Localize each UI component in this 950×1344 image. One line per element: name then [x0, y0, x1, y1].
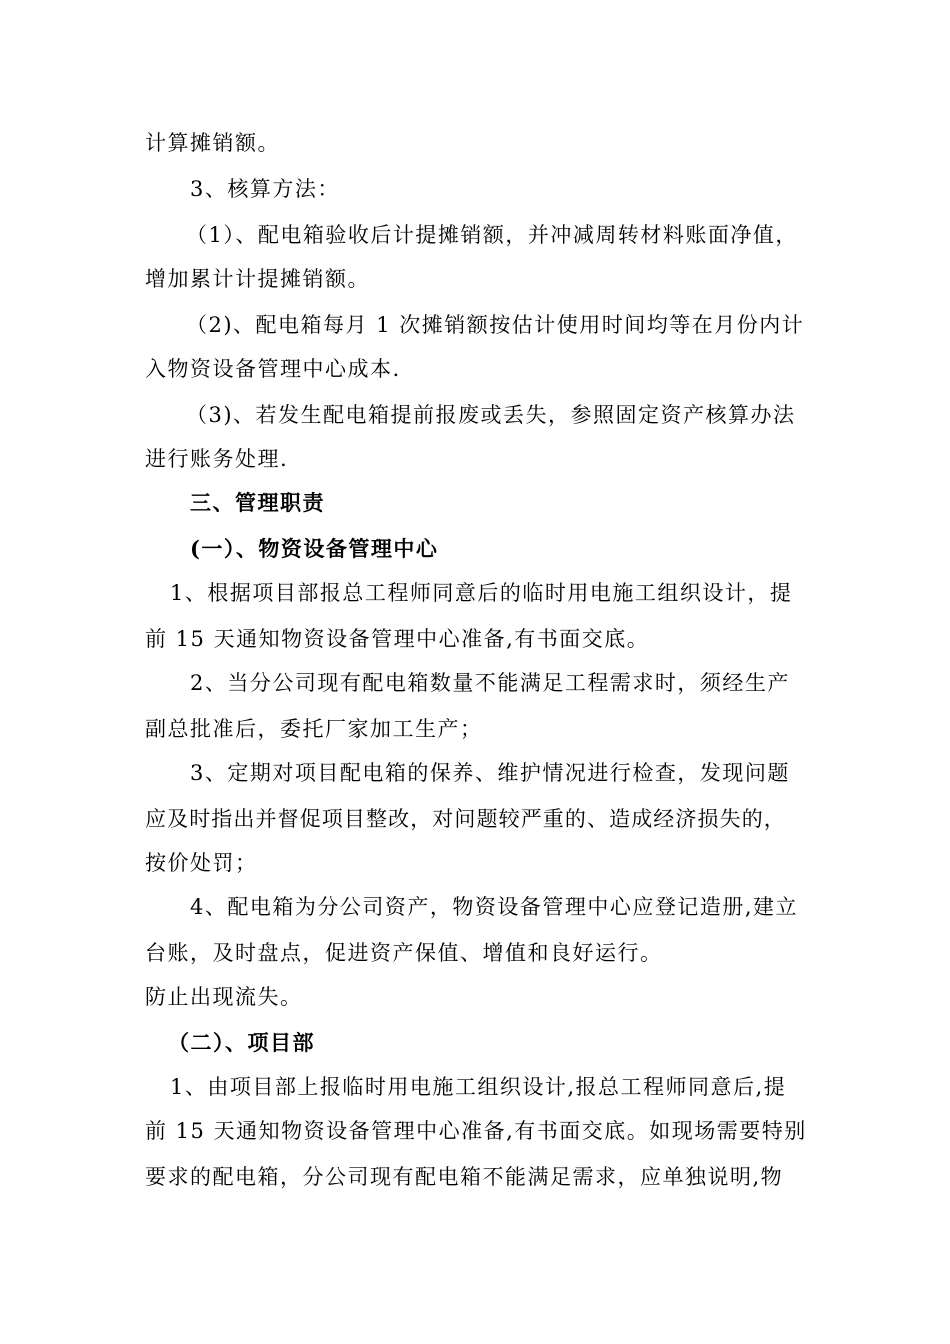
text-line-17: 按价处罚； — [145, 851, 258, 875]
text-line-1: 计算摊销额。 — [145, 131, 280, 155]
text-line-3: （1）、配电箱验收后计提摊销额，并冲减周转材料账面净值， — [186, 223, 798, 247]
text-line-16: 应及时指出并督促项目整改，对问题较严重的、造成经济损失的， — [145, 807, 786, 831]
subsection-heading-materials-center: (一）、物资设备管理中心 — [190, 536, 439, 561]
text-line-12: 前 15 天通知物资设备管理中心准备,有书面交底。 — [145, 627, 650, 651]
text-line-11: 1、根据项目部报总工程师同意后的临时用电施工组织设计，提 — [170, 581, 793, 605]
text-line-24: 要求的配电箱，分公司现有配电箱不能满足需求，应单独说明,物 — [145, 1165, 784, 1189]
text-line-20: 防止出现流失。 — [145, 985, 303, 1009]
text-line-14: 副总批准后，委托厂家加工生产； — [145, 717, 483, 741]
text-line-18: 4、配电箱为分公司资产，物资设备管理中心应登记造册,建立 — [190, 895, 799, 919]
subsection-heading-project-department: （二）、项目部 — [168, 1030, 315, 1055]
section-heading-management-duties: 三、管理职责 — [190, 490, 325, 515]
text-line-7: （3)、若发生配电箱提前报废或丢失，参照固定资产核算办法 — [186, 403, 796, 427]
text-line-5: （2)、配电箱每月 1 次摊销额按估计使用时间均等在月份内计 — [186, 313, 805, 337]
text-line-15: 3、定期对项目配电箱的保养、维护情况进行检查，发现问题 — [190, 761, 790, 785]
text-line-6: 入物资设备管理中心成本. — [145, 357, 401, 381]
text-line-13: 2、当分公司现有配电箱数量不能满足工程需求时，须经生产 — [190, 671, 790, 695]
text-line-19: 台账，及时盘点，促进资产保值、增值和良好运行。 — [145, 941, 663, 965]
text-line-8: 进行账务处理. — [145, 447, 289, 471]
text-line-22: 1、由项目部上报临时用电施工组织设计,报总工程师同意后,提 — [170, 1075, 787, 1099]
text-line-4: 增加累计计提摊销额。 — [145, 267, 370, 291]
text-line-2: 3、核算方法： — [190, 177, 340, 201]
text-line-23: 前 15 天通知物资设备管理中心准备,有书面交底。如现场需要特别 — [145, 1119, 807, 1143]
